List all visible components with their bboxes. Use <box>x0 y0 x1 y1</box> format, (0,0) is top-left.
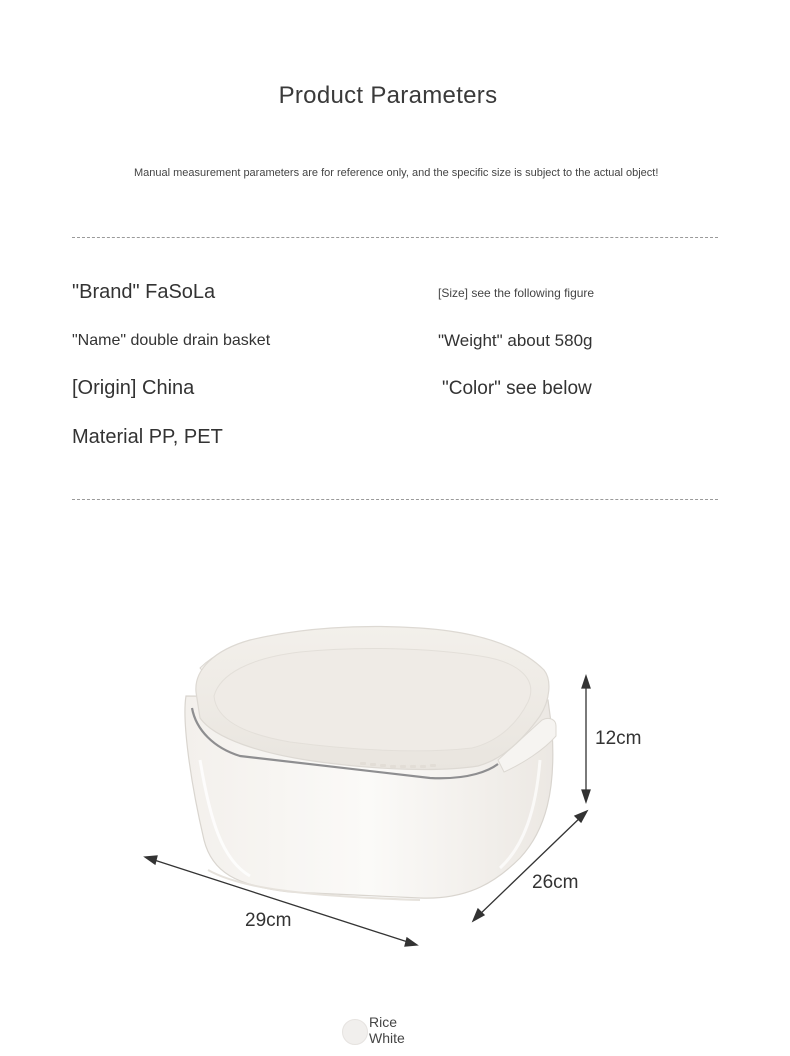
param-brand: "Brand" FaSoLa <box>72 281 216 303</box>
param-size: [Size] see the following figure <box>438 286 595 300</box>
color-label-line1: Rice <box>369 1014 398 1030</box>
page-title: Product Parameters <box>278 82 498 109</box>
param-material: Material PP, PET <box>72 426 223 448</box>
width-label: 29cm <box>245 910 292 931</box>
param-color: "Color" see below <box>442 378 592 399</box>
color-swatch-rice-white[interactable] <box>342 1019 368 1045</box>
param-origin: [Origin] China <box>72 377 195 399</box>
height-label: 12cm <box>595 728 642 749</box>
color-label-line2: White <box>369 1030 405 1046</box>
measurement-disclaimer: Manual measurement parameters are for reference only, and the specific size is subject to the actual object! <box>134 167 659 179</box>
depth-label: 26cm <box>532 872 579 893</box>
color-option-label <box>369 1014 429 1046</box>
param-weight: "Weight" about 580g <box>438 331 593 350</box>
param-name: "Name" double drain basket <box>72 332 271 349</box>
